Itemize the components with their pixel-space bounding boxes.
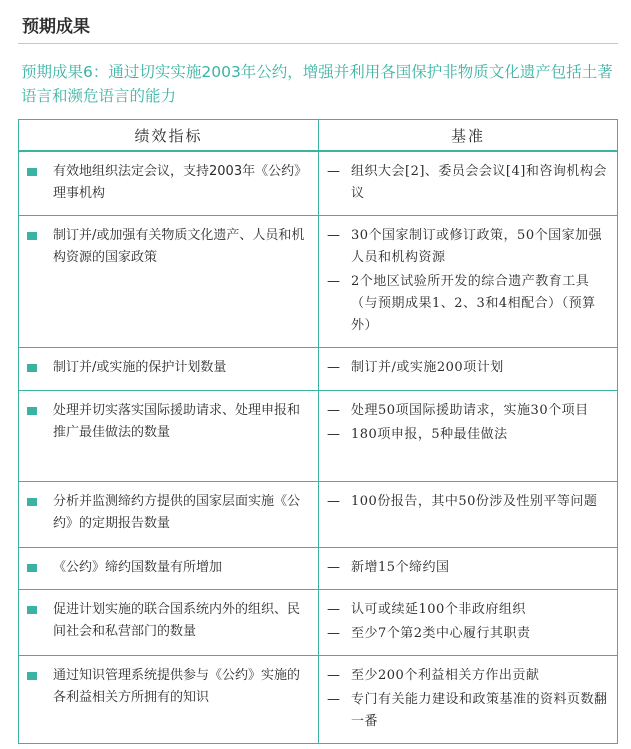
square-bullet-icon xyxy=(27,407,37,415)
section-title: 预期成果 xyxy=(22,17,90,37)
square-bullet-icon xyxy=(27,606,37,614)
benchmark-item xyxy=(327,424,609,446)
benchmark-text: 认可或续延100个非政府组织 xyxy=(351,602,526,617)
outcome-heading: 预期成果6：通过切实实施2003年公约，增强并利用各国保护非物质文化遗产包括土著语言和濒危语言的能力 xyxy=(21,63,613,105)
benchmark-item xyxy=(327,225,609,269)
benchmark-item xyxy=(327,400,609,422)
indicator-text: 制订并/或加强有关物质文化遗产、人员和机构资源的国家政策 xyxy=(53,228,305,265)
benchmark-text: 新增15个缔约国 xyxy=(351,560,450,575)
benchmark-item xyxy=(327,357,609,379)
benchmark-text: 100份报告，其中50份涉及性别平等问题 xyxy=(351,494,598,509)
indicator-cell xyxy=(19,590,319,656)
title-divider xyxy=(18,43,618,44)
dash-bullet-icon: — xyxy=(327,164,340,179)
benchmark-cell xyxy=(319,391,618,482)
indicator-text: 处理并切实落实国际援助请求、处理申报和推广最佳做法的数量 xyxy=(53,403,301,440)
benchmark-text: 2个地区试验所开发的综合遗产教育工具（与预期成果1、2、3和4相配合）（预算外） xyxy=(351,274,596,333)
benchmark-item xyxy=(327,271,609,337)
square-bullet-icon xyxy=(27,232,37,240)
benchmark-text: 30个国家制订或修订政策，50个国家加强人员和机构资源 xyxy=(351,228,603,265)
performance-table xyxy=(18,119,618,744)
indicator-cell xyxy=(19,391,319,482)
dash-bullet-icon: — xyxy=(327,360,340,375)
indicator-text: 《公约》缔约国数量有所增加 xyxy=(53,560,223,575)
benchmark-item xyxy=(327,161,609,205)
benchmark-text: 至少7个第2类中心履行其职责 xyxy=(351,626,531,641)
indicator-text: 分析并监测缔约方提供的国家层面实施《公约》的定期报告数量 xyxy=(53,494,301,531)
benchmark-cell xyxy=(319,482,618,548)
dash-bullet-icon: — xyxy=(327,602,340,617)
dash-bullet-icon: — xyxy=(327,228,340,243)
table-row xyxy=(19,348,618,391)
indicator-cell xyxy=(19,151,319,216)
indicator-cell xyxy=(19,656,319,744)
benchmark-cell xyxy=(319,348,618,391)
indicator-text: 促进计划实施的联合国系统内外的组织、民间社会和私营部门的数量 xyxy=(53,602,301,639)
header-benchmark: 基准 xyxy=(319,120,618,152)
indicator-cell xyxy=(19,482,319,548)
table-row xyxy=(19,216,618,348)
table-row xyxy=(19,548,618,590)
dash-bullet-icon: — xyxy=(327,692,340,707)
header-indicator: 绩效指标 xyxy=(19,120,319,152)
benchmark-text: 180项申报，5种最佳做法 xyxy=(351,427,508,442)
benchmark-item xyxy=(327,557,609,579)
dash-bullet-icon: — xyxy=(327,560,340,575)
table-row xyxy=(19,656,618,744)
indicator-text: 制订并/或实施的保护计划数量 xyxy=(53,360,227,375)
square-bullet-icon xyxy=(27,168,37,176)
benchmark-item xyxy=(327,491,609,513)
benchmark-cell xyxy=(319,590,618,656)
dash-bullet-icon: — xyxy=(327,668,340,683)
dash-bullet-icon: — xyxy=(327,274,340,289)
benchmark-cell xyxy=(319,151,618,216)
indicator-cell xyxy=(19,216,319,348)
benchmark-text: 制订并/或实施200项计划 xyxy=(351,360,504,375)
table-row xyxy=(19,151,618,216)
square-bullet-icon xyxy=(27,498,37,506)
benchmark-cell xyxy=(319,548,618,590)
square-bullet-icon xyxy=(27,564,37,572)
table-row xyxy=(19,391,618,482)
benchmark-text: 组织大会[2]、委员会会议[4]和咨询机构会议 xyxy=(351,164,607,201)
benchmark-text: 处理50项国际援助请求，实施30个项目 xyxy=(351,403,589,418)
benchmark-item xyxy=(327,689,609,733)
benchmark-text: 专门有关能力建设和政策基准的资料页数翻一番 xyxy=(351,692,608,729)
indicator-text: 有效地组织法定会议，支持2003年《公约》理事机构 xyxy=(53,164,308,201)
indicator-cell xyxy=(19,548,319,590)
table-row xyxy=(19,590,618,656)
benchmark-item xyxy=(327,623,609,645)
benchmark-cell xyxy=(319,216,618,348)
indicator-text: 通过知识管理系统提供参与《公约》实施的各利益相关方所拥有的知识 xyxy=(53,668,301,705)
square-bullet-icon xyxy=(27,672,37,680)
benchmark-cell xyxy=(319,656,618,744)
dash-bullet-icon: — xyxy=(327,494,340,509)
table-row xyxy=(19,482,618,548)
dash-bullet-icon: — xyxy=(327,427,340,442)
indicator-cell xyxy=(19,348,319,391)
benchmark-text: 至少200个利益相关方作出贡献 xyxy=(351,668,540,683)
benchmark-item xyxy=(327,599,609,621)
dash-bullet-icon: — xyxy=(327,403,340,418)
benchmark-item xyxy=(327,665,609,687)
dash-bullet-icon: — xyxy=(327,626,340,641)
square-bullet-icon xyxy=(27,364,37,372)
table-header-row xyxy=(19,120,618,152)
